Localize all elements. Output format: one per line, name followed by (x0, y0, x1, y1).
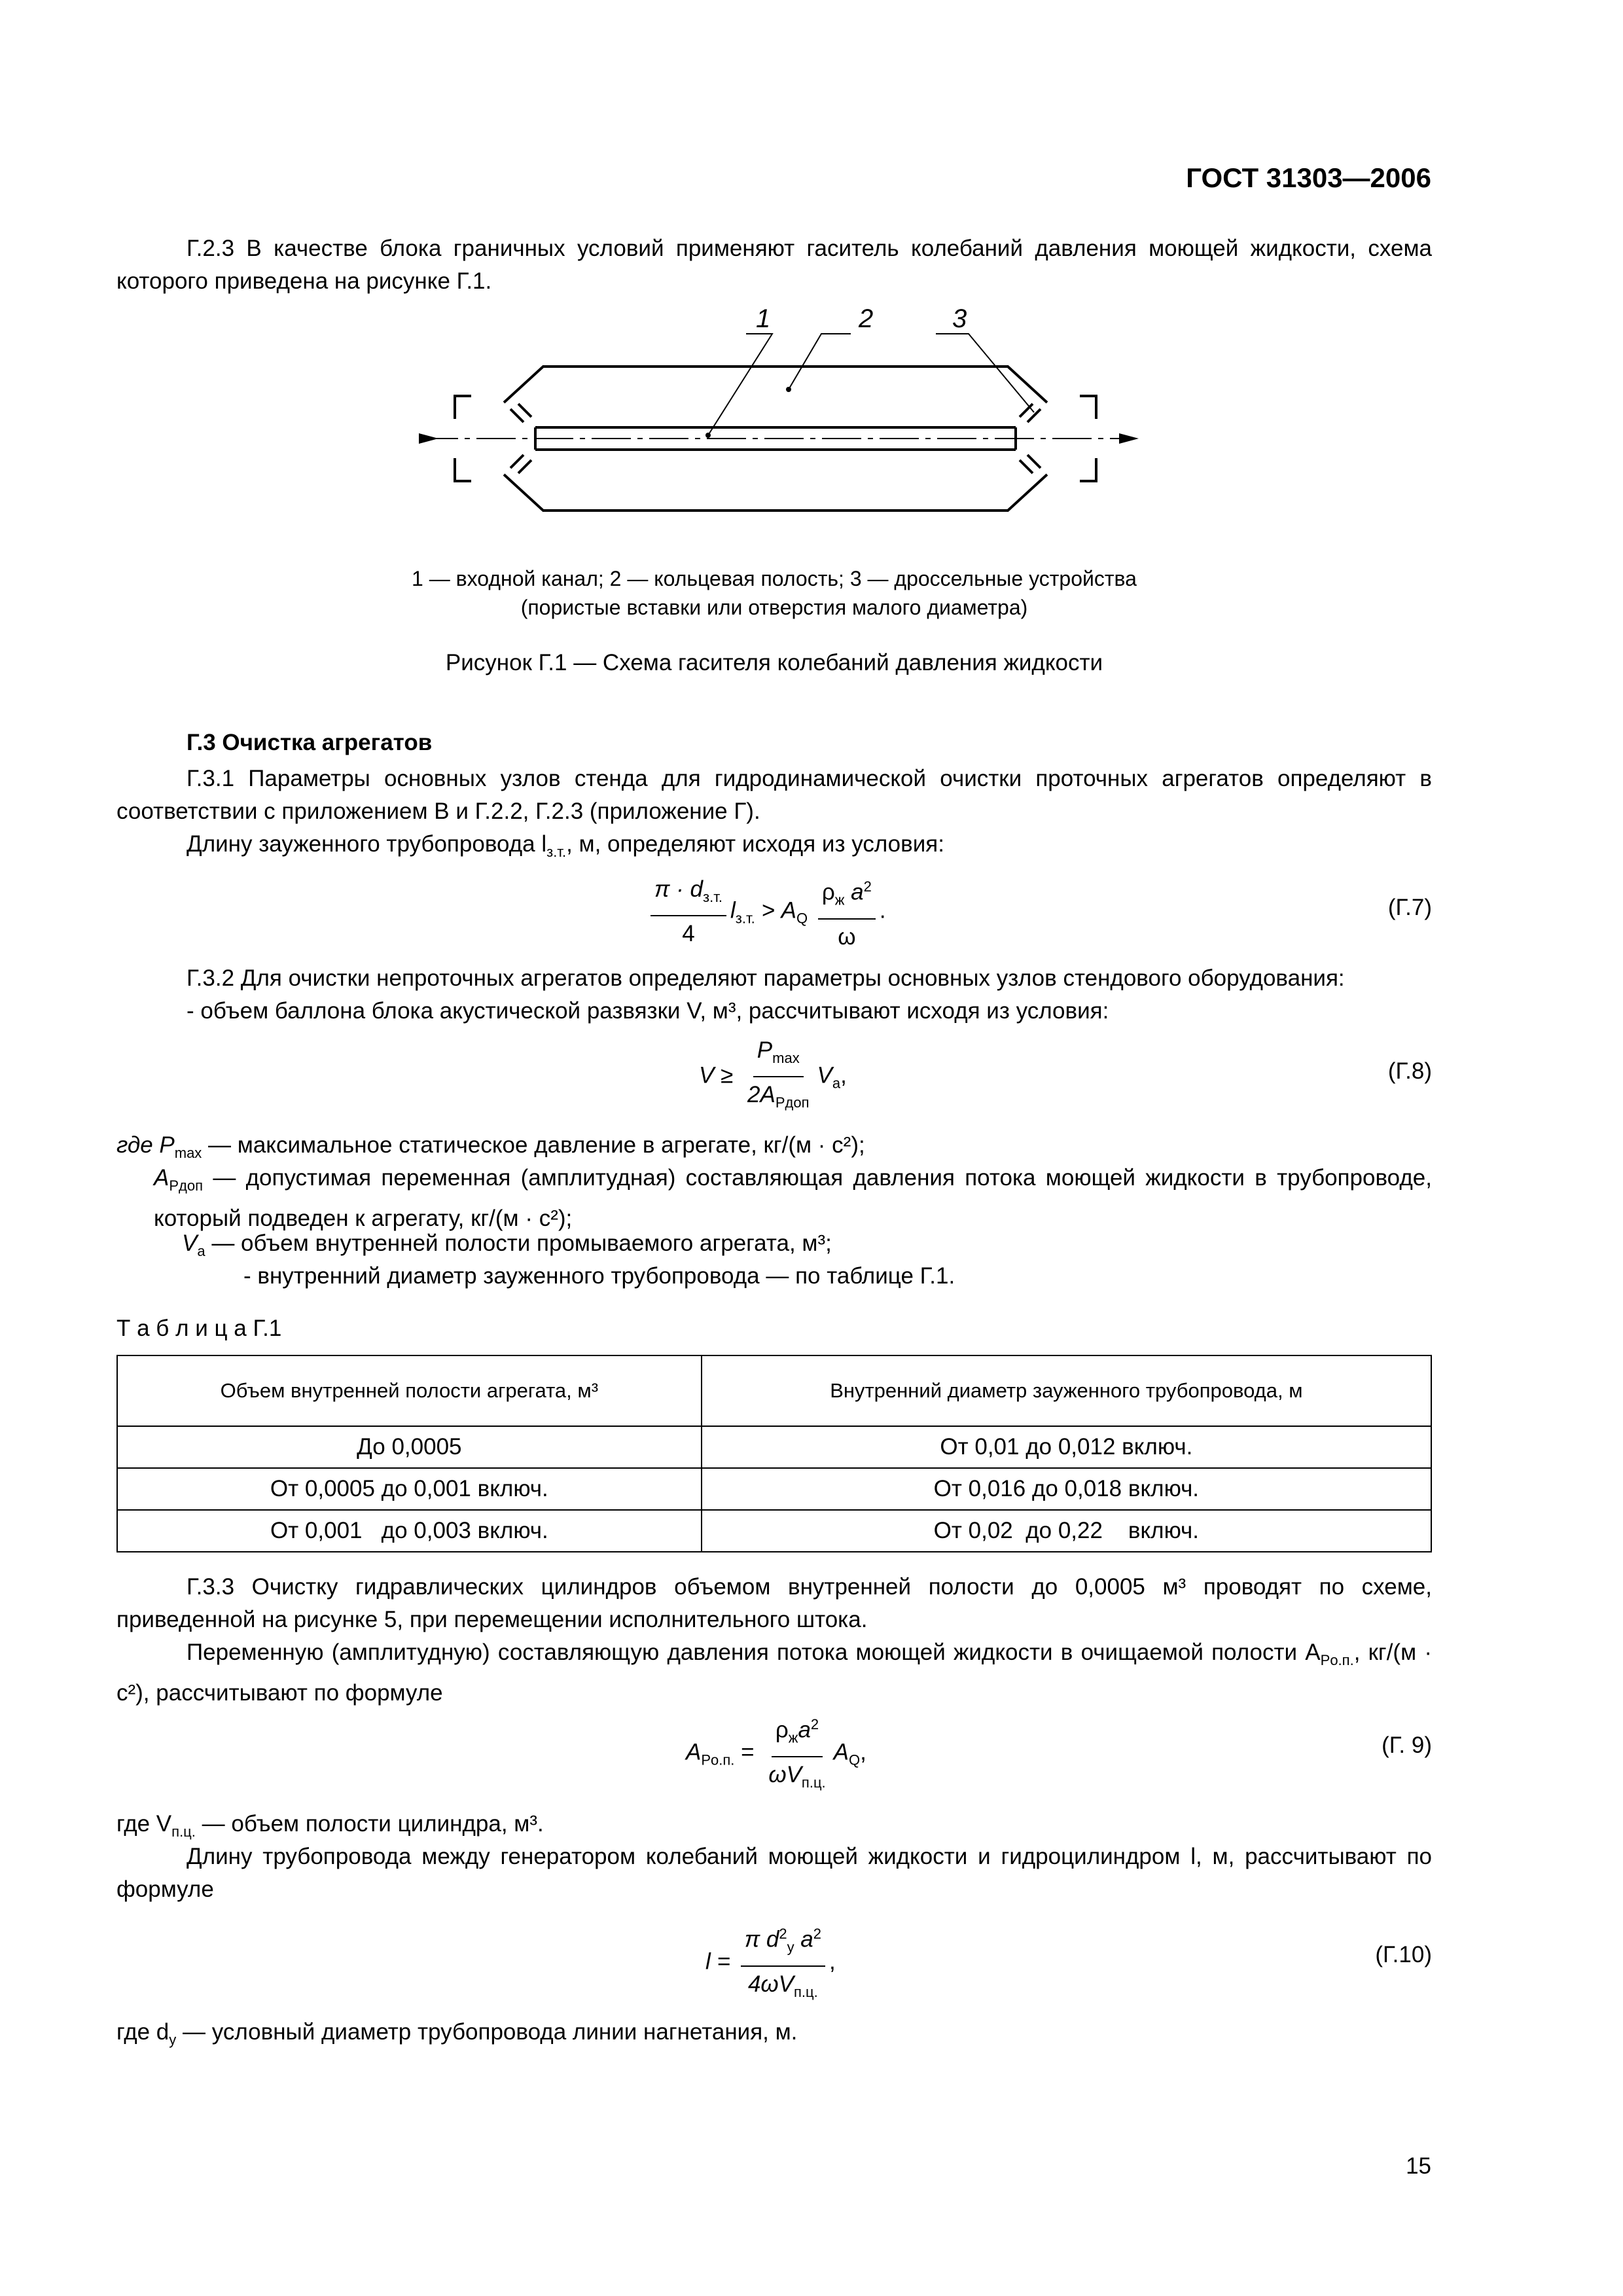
formula-g9: $A_{Pо.п.}$ = $\frac{\rho_жa^2}{\omega V_{п.ц.}}$ $A_Q$, (Г. 9) (116, 1708, 1432, 1787)
table-g1 (116, 1355, 1432, 1552)
table-cell: До 0,0005 (117, 1426, 702, 1468)
formula-number-g9: (Г. 9) (1382, 1732, 1432, 1758)
throttle-left-bottom (510, 455, 524, 468)
where-v-pc: где $V_{п.ц.}$ — объем полости цилиндра, м³. (116, 1811, 544, 1840)
left-fitting-top (455, 396, 471, 419)
paragraph-amplitude: Переменную (амплитудную) составляющую давления потока моющей жидкости в очищаемой полости $A_{Pо.п.}$, кг/(м · с²), рассчитывают по формуле (116, 1640, 1432, 1706)
figure-label-3: 3 (952, 304, 967, 333)
outlet-arrow-icon (1119, 433, 1139, 444)
outer-body-bottom (504, 475, 1047, 511)
table-cell: От 0,02 до 0,22 включ. (702, 1510, 1431, 1552)
left-fitting-bottom (455, 458, 471, 481)
figure-title: Рисунок Г.1 — Схема гасителя колебаний давления жидкости (445, 650, 1103, 675)
table-cell: От 0,01 до 0,012 включ. (702, 1426, 1431, 1468)
table-cell: От 0,0005 до 0,001 включ. (117, 1468, 702, 1510)
figure-legend-line-2: (пористые вставки или отверстия малого диаметра) (520, 596, 1028, 619)
figure-label-2: 2 (859, 304, 874, 333)
where-inner-diameter: - внутренний диаметр зауженного трубопровода — по таблице Г.1. (243, 1263, 955, 1289)
paragraph-g31: Г.3.1 Параметры основных узлов стенда для гидродинамической очистки проточных агрегатов определяют в соответствии с приложением В и Г.2.2, Г.2.3 (приложение Г). (116, 766, 1432, 824)
document-id: ГОСТ 31303—2006 (1186, 162, 1431, 193)
table-row (117, 1510, 1431, 1552)
section-heading-g3: Г.3 Очистка агрегатов (187, 730, 433, 755)
damper-schematic-figure (393, 298, 1145, 553)
right-fitting-top (1080, 396, 1096, 419)
formula-number-g10: (Г.10) (1375, 1942, 1432, 1967)
where-p-max: где $P_{max}$ — максимальное статическое давление в агрегате, кг/(м · с²); (116, 1132, 865, 1161)
table-cell: От 0,001 до 0,003 включ. (117, 1510, 702, 1552)
throttle-left-top (510, 409, 524, 422)
inlet-arrow-icon (419, 433, 438, 444)
table-header-diameter: Внутренний диаметр зауженного трубопровода, м (702, 1355, 1431, 1426)
paragraph-pipe-length: Длину трубопровода между генератором колебаний моющей жидкости и гидроцилиндром l, м, рассчитывают по формуле (116, 1844, 1432, 1902)
formula-g10: l = $\frac{\pi d^2_у a^2}{4\omega V_{п.ц.}}$ , (Г.10) (116, 1918, 1432, 1996)
table-header-volume: Объем внутренней полости агрегата, м³ (117, 1355, 702, 1426)
throttle-right-top (1027, 409, 1041, 422)
table-caption: Т а б л и ц а Г.1 (116, 1316, 282, 1341)
formula-number-g8: (Г.8) (1387, 1058, 1432, 1084)
table-cell: От 0,016 до 0,018 включ. (702, 1468, 1431, 1510)
formula-number-g7: (Г.7) (1387, 895, 1432, 920)
paragraph-balloon-volume: - объем баллона блока акустической развязки V, м³, рассчитывают исходя из условия: (187, 998, 1109, 1024)
throttle-right-bottom (1027, 455, 1041, 468)
outer-body-top (504, 367, 1047, 403)
table-row (117, 1468, 1431, 1510)
figure-legend (116, 564, 1432, 622)
table-row (117, 1426, 1431, 1468)
paragraph-g23: Г.2.3 В качестве блока граничных условий применяют гаситель колебаний давления моющей жидкости, схема которого приведена на рисунке Г.1. (116, 236, 1432, 294)
page-number: 15 (1406, 2153, 1431, 2179)
paragraph-g32: Г.3.2 Для очистки непроточных агрегатов определяют параметры основных узлов стендового оборудования: (187, 965, 1345, 991)
figure-legend-line-1: 1 — входной канал; 2 — кольцевая полость; 3 — дроссельные устройства (412, 567, 1137, 590)
paragraph-length-narrow-pipe: Длину зауженного трубопровода $l_{з.т.}$, м, определяют исходя из условия: (187, 831, 944, 860)
where-a-pdop: $A_{Pдоп}$ — допустимая переменная (амплитудная) составляющая давления потока моющей жидкости в трубопроводе, который подведен к агрегату, кг/(м · с²); (154, 1165, 1432, 1231)
formula-g8: V ≥ $\frac{P_{max}}{2A_{Pдоп}}$ $V_a$, (Г.8) (116, 1034, 1432, 1113)
table-header-row (117, 1355, 1431, 1426)
formula-g7: $\frac{\pi \cdot d_{з.т.}}{4}$ $l_{з.т.} > A_Q$ $\frac{\rho_ж a^2}{\omega}$ . (Г.7) (116, 870, 1432, 949)
figure-label-1: 1 (756, 304, 771, 333)
where-v-a: $V_a$ — объем внутренней полости промываемого агрегата, м³; (182, 1230, 832, 1259)
right-fitting-bottom (1080, 458, 1096, 481)
paragraph-g33: Г.3.3 Очистку гидравлических цилиндров объемом внутренней полости до 0,0005 м³ проводят по схеме, приведенной на рисунке 5, при перемещении исполнительного штока. (116, 1574, 1432, 1632)
where-dy: где $d_у$ — условный диаметр трубопровода линии нагнетания, м. (116, 2019, 798, 2048)
